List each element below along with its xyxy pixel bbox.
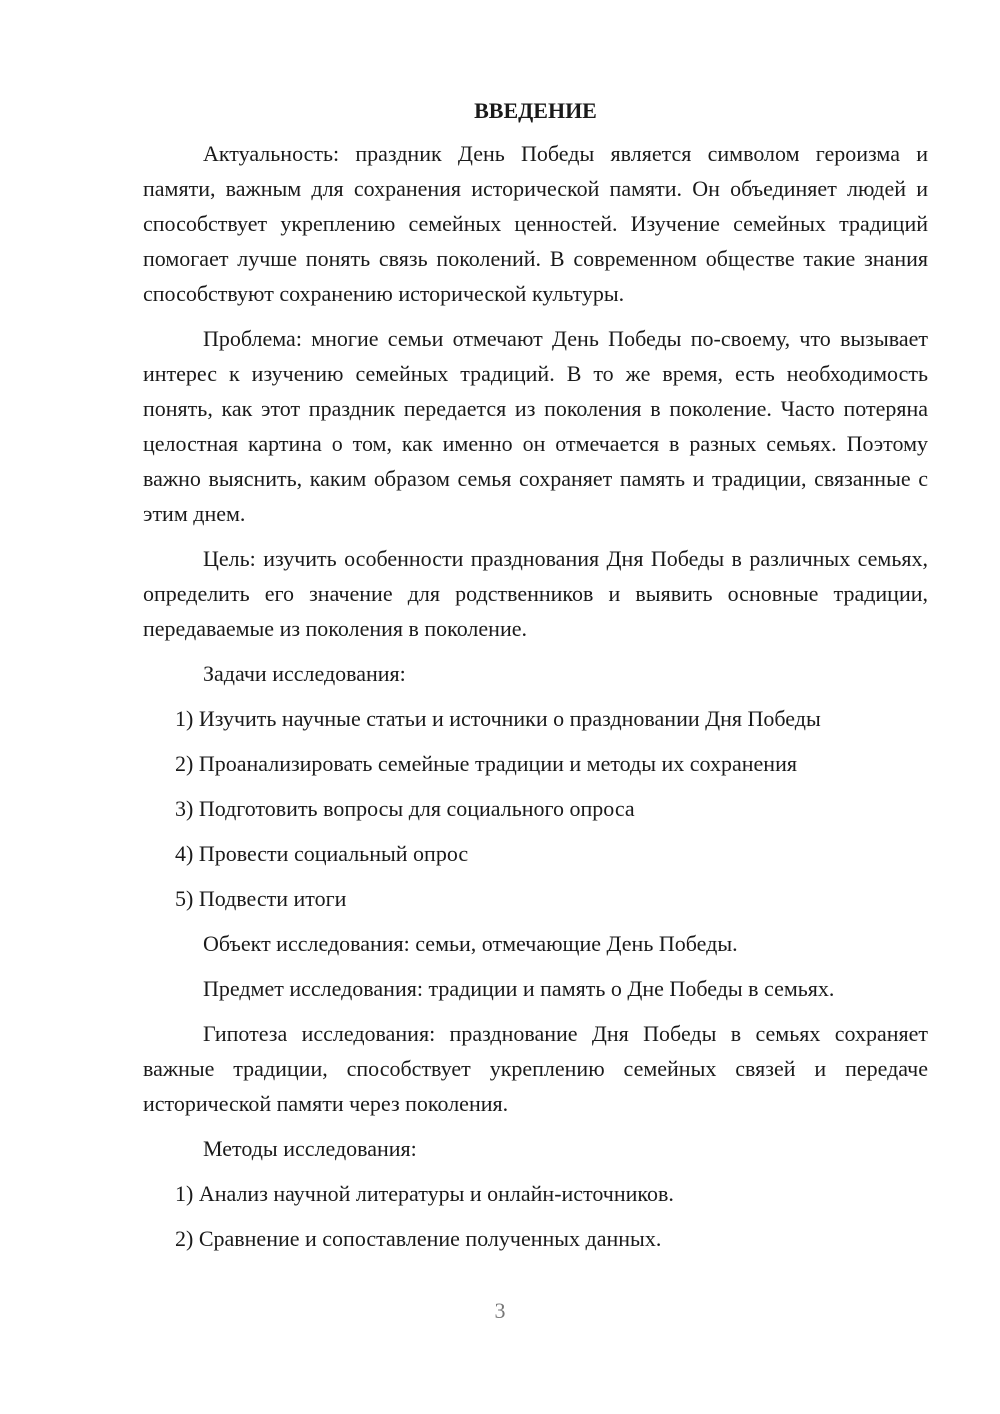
section-title: ВВЕДЕНИЕ [474, 98, 597, 123]
page-content [143, 96, 928, 1266]
problem-paragraph: Проблема: многие семьи отмечают День Победы по-своему, что вызывает интерес к изучению семейных традиций. В то же время, есть необходимость понять, как этот праздник передается из поколения в поколение. Часто потеряна целостная картина о том, как именно он отмечается в разных семьях. Поэтому важно выяснить, каким образом семья сохраняет память и традиции, связанные с этим днем. [143, 326, 928, 526]
subject-paragraph: Предмет исследования: традиции и память о Дне Победы в семьях. [203, 976, 835, 1001]
methods-heading: Методы исследования: [203, 1136, 417, 1161]
page-number: 3 [494, 1298, 506, 1323]
relevance-paragraph: Актуальность: праздник День Победы является символом героизма и памяти, важным для сохранения исторической памяти. Он объединяет людей и способствует укреплению семейных ценностей. Изучение семейных традиций помогает лучше понять связь поколений. В современном обществе такие знания способствуют сохранению исторической культуры. [143, 141, 928, 306]
method-item: 2) Сравнение и сопоставление полученных данных. [175, 1226, 662, 1251]
goal-paragraph: Цель: изучить особенности празднования Дня Победы в различных семьях, определить его значение для родственников и выявить основные традиции, передаваемые из поколения в поколение. [143, 546, 928, 641]
task-item: 4) Провести социальный опрос [175, 841, 469, 866]
tasks-list [143, 701, 928, 916]
tasks-heading: Задачи исследования: [203, 661, 406, 686]
task-item: 2) Проанализировать семейные традиции и методы их сохранения [175, 751, 797, 776]
task-item: 3) Подготовить вопросы для социального опроса [175, 796, 635, 821]
object-paragraph: Объект исследования: семьи, отмечающие День Победы. [203, 931, 738, 956]
task-item: 5) Подвести итоги [175, 886, 347, 911]
hypothesis-paragraph: Гипотеза исследования: празднование Дня Победы в семьях сохраняет важные традиции, способствует укреплению семейных связей и передаче исторической памяти через поколения. [143, 1021, 928, 1116]
methods-list [143, 1176, 928, 1256]
method-item: 1) Анализ научной литературы и онлайн-источников. [175, 1181, 674, 1206]
task-item: 1) Изучить научные статьи и источники о праздновании Дня Победы [175, 706, 821, 731]
